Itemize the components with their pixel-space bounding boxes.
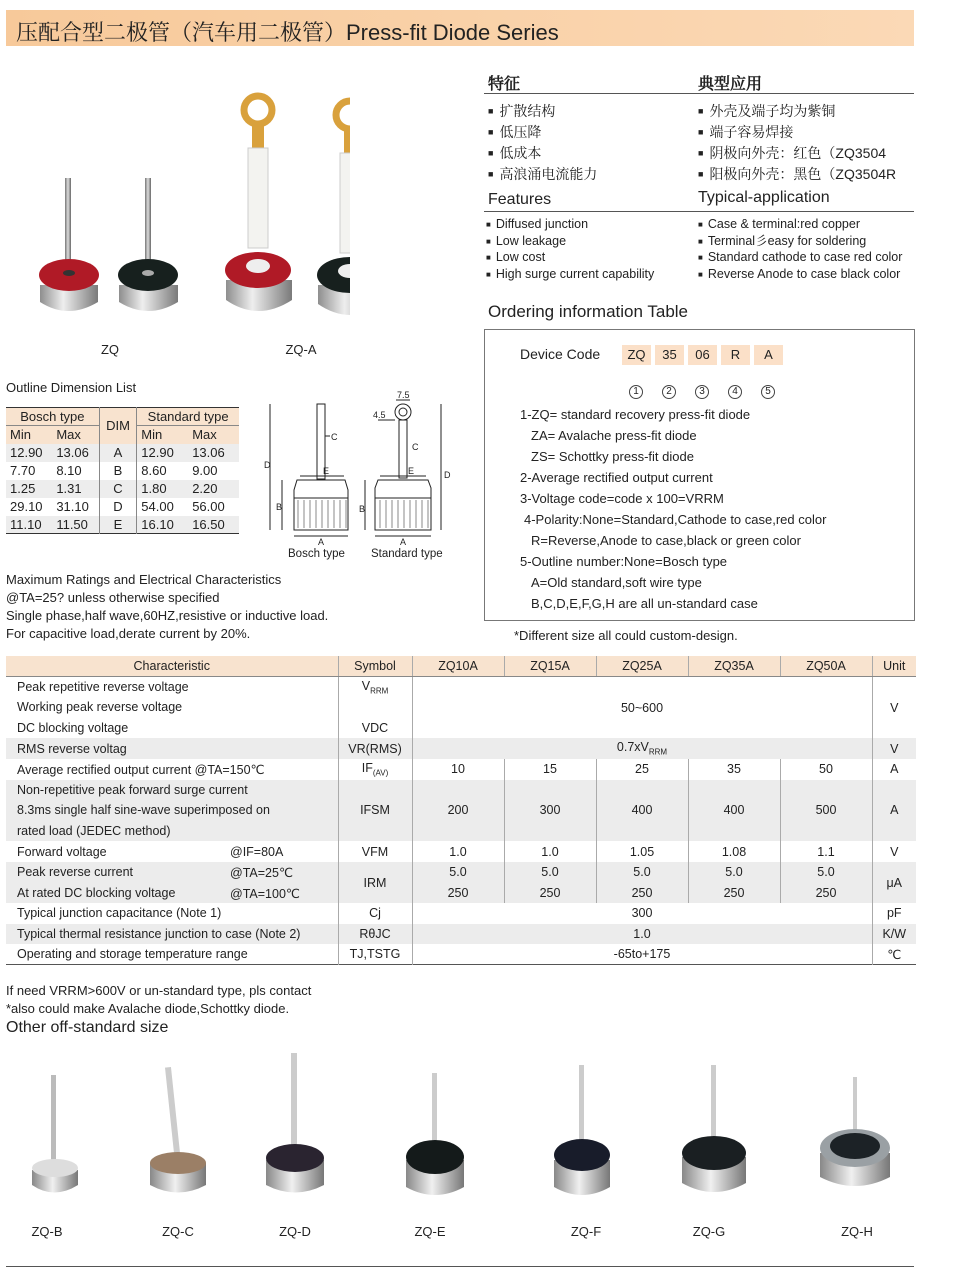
- cell: 50: [780, 759, 872, 780]
- cell: [338, 697, 412, 718]
- zqa-black-diode: [317, 101, 350, 315]
- cell: 1.0: [412, 841, 504, 862]
- symbol-sub: RRM: [370, 686, 389, 696]
- header-min: Min: [6, 426, 52, 444]
- header-bosch: Bosch type: [6, 408, 99, 426]
- other-size-title: Other off-standard size: [6, 1019, 169, 1036]
- cell: B: [99, 462, 137, 480]
- table-row: [6, 498, 239, 516]
- cell: 300: [504, 780, 596, 842]
- header-cell: Characteristic: [6, 656, 338, 677]
- order-title: Ordering information Table: [488, 302, 689, 321]
- table-row: [6, 462, 239, 480]
- dim-a-label: A: [318, 537, 325, 547]
- list-item: ■ Terminal彡easy for soldering: [698, 234, 902, 251]
- list-item: ■ 外壳及端子均为紫铜: [698, 102, 896, 123]
- part-label-zq-e: ZQ-E: [414, 1224, 446, 1239]
- code-box: ZQ: [622, 345, 651, 365]
- apps-en-list: [698, 217, 902, 283]
- number-circle: 1: [629, 385, 643, 399]
- cell: 9.00: [192, 463, 218, 478]
- order-lines: [520, 404, 826, 614]
- cell: 1.05: [596, 841, 688, 862]
- table-row: [6, 841, 916, 862]
- code-box: 35: [655, 345, 684, 365]
- table-row: [6, 883, 916, 904]
- header-cell: ZQ10A: [412, 656, 504, 677]
- cell: IFSM: [338, 780, 412, 842]
- cell: 35: [688, 759, 780, 780]
- features-cn-title: 特征: [488, 76, 521, 93]
- number-circle: 4: [728, 385, 742, 399]
- order-line: B,C,D,E,F,G,H are all un-standard case: [531, 596, 758, 611]
- cell: 56.00: [192, 499, 225, 514]
- cell: 10: [412, 759, 504, 780]
- divider: [484, 211, 914, 212]
- list-item: ■ 阳极向外壳：黑色（ZQ3504R: [698, 165, 896, 186]
- cell: [6, 862, 338, 883]
- cell: 50~600: [412, 677, 872, 739]
- list-item: ■ Reverse Anode to case black color: [698, 267, 902, 284]
- part-label-zq-d: ZQ-D: [279, 1224, 311, 1239]
- cell: A: [872, 780, 916, 842]
- cell: 1.80: [137, 480, 188, 498]
- cell: Peak repetitive reverse voltage: [17, 680, 189, 695]
- cell: A: [99, 444, 137, 462]
- cell: 8.60: [141, 463, 167, 478]
- order-line: 5-Outline number:None=Bosch type: [520, 554, 728, 569]
- part-label-zq-b: ZQ-B: [31, 1224, 63, 1239]
- cell: 250: [688, 883, 780, 904]
- label: At rated DC blocking voltage: [17, 885, 176, 900]
- dim-b-label: B: [276, 502, 283, 512]
- footnote-line: If need VRRM>600V or un-standard type, pls contact: [6, 983, 312, 998]
- cell: 11.50: [52, 516, 99, 534]
- cell: 300: [412, 903, 872, 924]
- cell: 25: [596, 759, 688, 780]
- zq-f-part: [554, 1065, 610, 1195]
- cell: 5.0: [504, 862, 596, 883]
- header-max: Max: [188, 426, 239, 444]
- part-label-zq-h: ZQ-H: [841, 1224, 873, 1239]
- dim-e-label: E: [408, 466, 415, 476]
- header-min: Min: [137, 426, 188, 444]
- header-dim: DIM: [99, 408, 137, 444]
- symbol: V: [361, 678, 371, 693]
- cell: 5.0: [688, 862, 780, 883]
- part-label-zq-f: ZQ-F: [570, 1224, 602, 1239]
- cell: 12.90: [137, 444, 188, 462]
- zq-e-part: [406, 1073, 464, 1195]
- cell: 2.20: [188, 480, 239, 498]
- order-line: ZA= Avalache press-fit diode: [531, 428, 697, 443]
- dim-c-label: C: [412, 442, 419, 452]
- cell: RMS reverse voltag: [6, 738, 338, 759]
- zq-c-part: [150, 1067, 206, 1193]
- cell: IRM: [338, 862, 412, 903]
- off-standard-photos: [10, 1045, 920, 1215]
- apps-cn-title: 典型应用: [698, 76, 763, 93]
- header-cell: ZQ50A: [780, 656, 872, 677]
- order-line: R=Reverse,Anode to case,black or green color: [531, 533, 801, 548]
- code-numbers: [629, 381, 794, 399]
- order-line: ZS= Schottky press-fit diode: [531, 449, 694, 464]
- diode-photos: [30, 90, 350, 335]
- value-sub: RRM: [648, 747, 668, 757]
- cell: VDC: [338, 718, 412, 739]
- order-line: 3-Voltage code=code x 100=VRRM: [520, 491, 724, 506]
- cell: [338, 677, 412, 698]
- list-item: ■ Case & terminal:red copper: [698, 217, 902, 234]
- list-item: ■ Diffused junction: [486, 217, 654, 234]
- number-circle: 3: [695, 385, 709, 399]
- table-row: [6, 759, 916, 780]
- footnote-line: *also could make Avalache diode,Schottky diode.: [6, 1001, 290, 1016]
- cell: 12.90: [6, 444, 52, 462]
- dim-b-label: B: [359, 504, 366, 514]
- ratings-text: [6, 571, 328, 643]
- cell: [6, 841, 338, 862]
- condition: @IF=80A: [230, 844, 284, 859]
- label-zqa: ZQ-A: [285, 342, 317, 357]
- cell: 8.10: [56, 463, 82, 478]
- cell: 250: [412, 883, 504, 904]
- dim-75-label: 7.5: [397, 390, 410, 400]
- cell: Operating and storage temperature range: [17, 947, 248, 962]
- number-circle: 5: [761, 385, 775, 399]
- bosch-type-caption: Bosch type: [288, 548, 345, 560]
- ratings-line: Maximum Ratings and Electrical Characteristics: [6, 572, 282, 587]
- code-boxes: [622, 345, 787, 365]
- table-row: [6, 780, 916, 801]
- cell: Working peak reverse voltage: [17, 700, 183, 715]
- cell: 15: [504, 759, 596, 780]
- title-bar: [6, 10, 914, 46]
- code-box: R: [721, 345, 750, 365]
- order-line: 1-ZQ= standard recovery press-fit diode: [520, 407, 751, 422]
- cell: 200: [412, 780, 504, 842]
- outline-drawing: [260, 390, 465, 570]
- table-row: [6, 862, 916, 883]
- cell: 1.31: [52, 480, 99, 498]
- cell: 5.0: [780, 862, 872, 883]
- bottom-divider: [6, 1266, 914, 1267]
- cell: K/W: [872, 924, 916, 945]
- table-row: [6, 480, 239, 498]
- cell: V: [872, 841, 916, 862]
- condition: @TA=25℃: [230, 866, 293, 881]
- cell: V: [872, 677, 916, 739]
- part-label-zq-g: ZQ-G: [692, 1224, 726, 1239]
- value: 0.7xV: [616, 740, 649, 755]
- cell: A: [872, 759, 916, 780]
- cell: DC blocking voltage: [17, 721, 129, 736]
- label-zq: ZQ: [100, 342, 120, 357]
- cell: 13.06: [52, 444, 99, 462]
- custom-design-note: *Different size all could custom-design.: [514, 628, 738, 643]
- cell: 250: [504, 883, 596, 904]
- features-cn-list: [488, 102, 597, 186]
- header-standard: Standard type: [137, 408, 239, 426]
- cell: 400: [596, 780, 688, 842]
- cell: C: [99, 480, 137, 498]
- table-row: [6, 924, 916, 945]
- dim-d-label: D: [444, 470, 451, 480]
- table-row: [6, 944, 916, 965]
- cell: 11.10: [6, 516, 52, 534]
- cell: E: [99, 516, 137, 534]
- label: Forward voltage: [17, 844, 107, 859]
- cell: 7.70: [10, 463, 36, 478]
- cell: Average rectified output current @TA=150℃: [17, 762, 265, 777]
- table-header-row: [6, 656, 916, 677]
- order-line: 4-Polarity:None=Standard,Cathode to case,red color: [524, 512, 827, 527]
- ratings-line: Single phase,half wave,60HZ,resistive or inductive load.: [6, 608, 329, 623]
- cell: VFM: [338, 841, 412, 862]
- outline-title: Outline Dimension List: [6, 380, 137, 395]
- dimension-table: [6, 407, 239, 534]
- device-code-label: Device Code: [520, 346, 601, 362]
- dim-e-label: E: [323, 466, 330, 476]
- cell: 400: [688, 780, 780, 842]
- cell: Cj: [338, 903, 412, 924]
- order-line: 2-Average rectified output current: [520, 470, 713, 485]
- list-item: ■ 扩散结构: [488, 102, 597, 123]
- cell: [6, 883, 338, 904]
- ratings-line: For capacitive load,derate current by 20%.: [6, 626, 251, 641]
- footnotes: [6, 982, 311, 1018]
- zq-h-part: [820, 1077, 890, 1186]
- zq-black-diode: [118, 178, 178, 311]
- cell: 5.0: [596, 862, 688, 883]
- table-row: [6, 677, 916, 698]
- cell: pF: [872, 903, 916, 924]
- cell: 13.06: [188, 444, 239, 462]
- cell: 250: [596, 883, 688, 904]
- cell: 500: [780, 780, 872, 842]
- label: Peak reverse current: [17, 865, 134, 880]
- list-item: ■ Standard cathode to case red color: [698, 250, 902, 267]
- cell: RθJC: [338, 924, 412, 945]
- list-item: ■ 低成本: [488, 144, 597, 165]
- header-cell: ZQ35A: [688, 656, 780, 677]
- cell: 16.10: [137, 516, 188, 534]
- header-cell: ZQ25A: [596, 656, 688, 677]
- cell: ℃: [872, 944, 916, 965]
- cell: 1.1: [780, 841, 872, 862]
- dim-d-label: D: [264, 460, 271, 470]
- features-en-list: [486, 217, 654, 283]
- cell: D: [99, 498, 137, 516]
- code-box: A: [754, 345, 783, 365]
- order-line: A=Old standard,soft wire type: [531, 575, 702, 590]
- list-item: ■ Low cost: [486, 250, 654, 267]
- list-item: ■ 低压降: [488, 123, 597, 144]
- cell: 16.50: [188, 516, 239, 534]
- page-title: 压配合型二极管（汽车用二极管）Press-fit Diode Series: [16, 20, 559, 45]
- cell: rated load (JEDEC method): [6, 821, 338, 842]
- characteristics-table: [6, 656, 916, 965]
- zq-g-part: [682, 1065, 746, 1192]
- cell: 31.10: [56, 499, 89, 514]
- dim-a-label: A: [400, 537, 407, 547]
- symbol-sub: (AV): [372, 768, 389, 778]
- code-box: 06: [688, 345, 717, 365]
- cell: V: [872, 738, 916, 759]
- divider: [484, 93, 914, 94]
- standard-type-caption: Standard type: [371, 548, 443, 560]
- cell: [412, 738, 872, 759]
- list-item: ■ 端子容易焊接: [698, 123, 896, 144]
- cell: Non-repetitive peak forward surge current: [6, 780, 338, 801]
- apps-cn-list: [698, 102, 896, 186]
- symbol: IF: [361, 761, 373, 776]
- table-row: [6, 444, 239, 462]
- number-circle: 2: [662, 385, 676, 399]
- cell: μA: [872, 862, 916, 903]
- table-row: [6, 516, 239, 534]
- header-cell: Symbol: [338, 656, 412, 677]
- table-row: [6, 738, 916, 759]
- condition: @TA=100℃: [230, 886, 300, 901]
- cell: 5.0: [412, 862, 504, 883]
- apps-en-title: Typical-application: [698, 189, 830, 206]
- cell: 1.25: [6, 480, 52, 498]
- list-item: ■ 阴极向外壳：红色（ZQ3504: [698, 144, 896, 165]
- cell: Typical thermal resistance junction to case (Note 2): [6, 924, 338, 945]
- zqa-red-diode: [225, 96, 292, 311]
- cell: [338, 759, 412, 780]
- dim-45-label: 4.5: [373, 410, 386, 420]
- list-item: ■ Low leakage: [486, 234, 654, 251]
- cell: 54.00: [141, 499, 174, 514]
- cell: 8.3ms single half sine-wave superimposed on: [6, 800, 338, 821]
- header-cell: Unit: [872, 656, 916, 677]
- cell: VR(RMS): [338, 738, 412, 759]
- cell: 1.08: [688, 841, 780, 862]
- zq-red-diode: [39, 178, 99, 311]
- zq-d-part: [266, 1053, 324, 1193]
- ratings-line: @TA=25? unless otherwise specified: [6, 590, 220, 605]
- table-row: [6, 903, 916, 924]
- header-max: Max: [52, 426, 99, 444]
- header-cell: ZQ15A: [504, 656, 596, 677]
- order-box: [484, 329, 915, 621]
- list-item: ■ High surge current capability: [486, 267, 654, 284]
- cell: 1.0: [504, 841, 596, 862]
- part-label-zq-c: ZQ-C: [162, 1224, 194, 1239]
- cell: -65to+175: [412, 944, 872, 965]
- cell: 1.0: [412, 924, 872, 945]
- dim-c-label: C: [331, 432, 338, 442]
- cell: 250: [780, 883, 872, 904]
- cell: 29.10: [10, 499, 43, 514]
- cell: Typical junction capacitance (Note 1): [17, 906, 222, 921]
- features-en-title: Features: [488, 191, 552, 208]
- list-item: ■ 高浪涌电流能力: [488, 165, 597, 186]
- cell: TJ,TSTG: [338, 944, 412, 965]
- zq-b-part: [32, 1075, 78, 1193]
